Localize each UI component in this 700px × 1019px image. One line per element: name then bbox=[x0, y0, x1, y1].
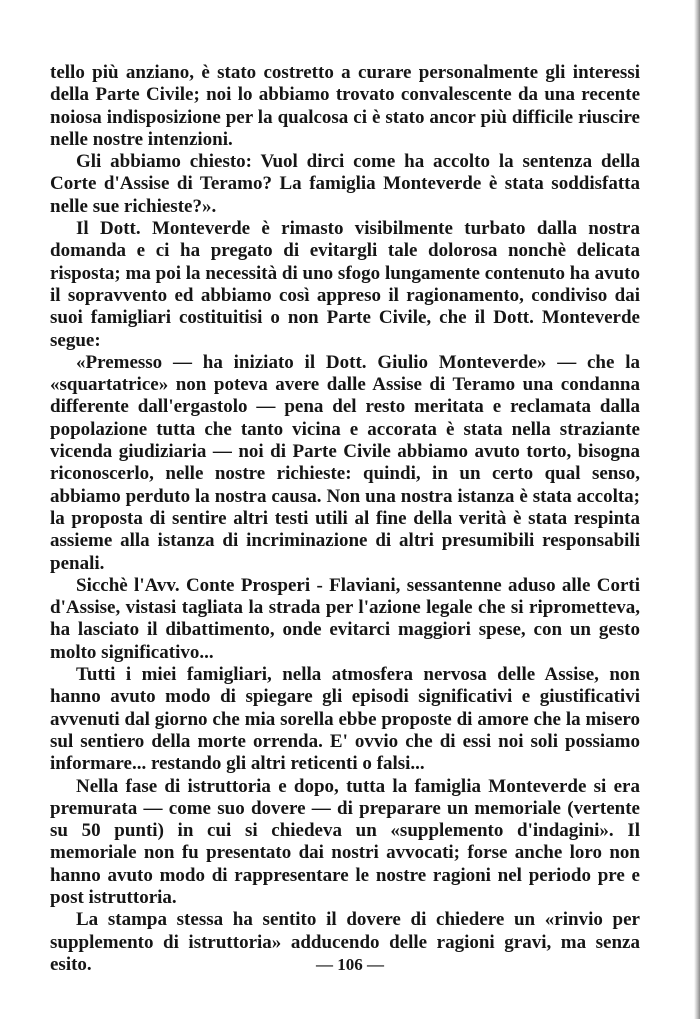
paragraph: Nella fase di istruttoria e dopo, tutta la famiglia Monteverde si era premurata — come suo dovere — di preparare un memoriale (vertente su 50 punti) in cui si chiedeva un «supplemento d'indagini». Il memoriale non fu presentato dai nostri avvocati; forse anche loro non hanno avuto modo di rappresentare le nostre ragioni nel periodo pre e post istruttoria. bbox=[50, 775, 640, 908]
paragraph: Il Dott. Monteverde è rimasto visibilmente turbato dalla nostra domanda e ci ha pregato di evitargli tale dolorosa nonchè delicata risposta; ma poi la necessità di uno sfogo lungamente contenuto ha avuto il sopravvento ed abbiamo così appreso il ragionamento, condiviso dai suoi famigliari costituitisi o non Parte Civile, che il Dott. Monteverde segue: bbox=[50, 218, 640, 351]
paragraph: Gli abbiamo chiesto: Vuol dirci come ha accolto la sentenza della Corte d'Assise di Teramo? La famiglia Monteverde è stata soddisfatta nelle sue richieste?». bbox=[50, 151, 640, 217]
page-number: — 106 — bbox=[316, 955, 384, 974]
paragraph: Tutti i miei famigliari, nella atmosfera nervosa delle Assise, non hanno avuto modo di spiegare gli episodi significativi e giustificativi avvenuti dal giorno che mia sorella ebbe proposte di amore che la misero sul sentiero della morte orrenda. E' ovvio che di essi noi soli possiamo informare... restando gli altri reticenti o falsi... bbox=[50, 664, 640, 775]
paragraph: tello più anziano, è stato costretto a curare personalmente gli interessi della Parte Civile; noi lo abbiamo trovato convalescente da una recente noiosa indisposizione per la qualcosa ci è stato ancor più difficile riuscire nelle nostre intenzioni. bbox=[50, 62, 640, 150]
paragraph: La stampa stessa ha sentito il dovere di chiedere un «rinvio per supplemento di istruttoria» adducendo delle ragioni gravi, ma senza esito. bbox=[50, 909, 640, 975]
paragraph: «Premesso — ha iniziato il Dott. Giulio Monteverde» — che la «squartatrice» non poteva avere dalle Assise di Teramo una condanna differente dall'ergastolo — pena del resto meritata e reclamata dalla popolazione tutta che tanto vicina e accorata è stata nella straziante vicenda giudiziaria — noi di Parte Civile abbiamo avuto torto, bisogna riconoscerlo, nelle nostre richieste: quindi, in un certo qual senso, abbiamo perduto la nostra causa. Non una nostra istanza è stata accolta; la proposta di sentire altri testi utili al fine della verità è stata respinta assieme alla istanza di incriminazione di altri presumibili responsabili penali. bbox=[50, 351, 640, 574]
paragraph: Sicchè l'Avv. Conte Prosperi - Flaviani, sessantenne aduso alle Corti d'Assise, vistasi tagliata la strada per l'azione legale che si riprometteva, ha lasciato il dibattimento, onde evitarci maggiori spese, con un gesto molto significativo... bbox=[50, 574, 640, 663]
page-edge-shadow bbox=[694, 0, 700, 1019]
body-text bbox=[50, 62, 640, 976]
